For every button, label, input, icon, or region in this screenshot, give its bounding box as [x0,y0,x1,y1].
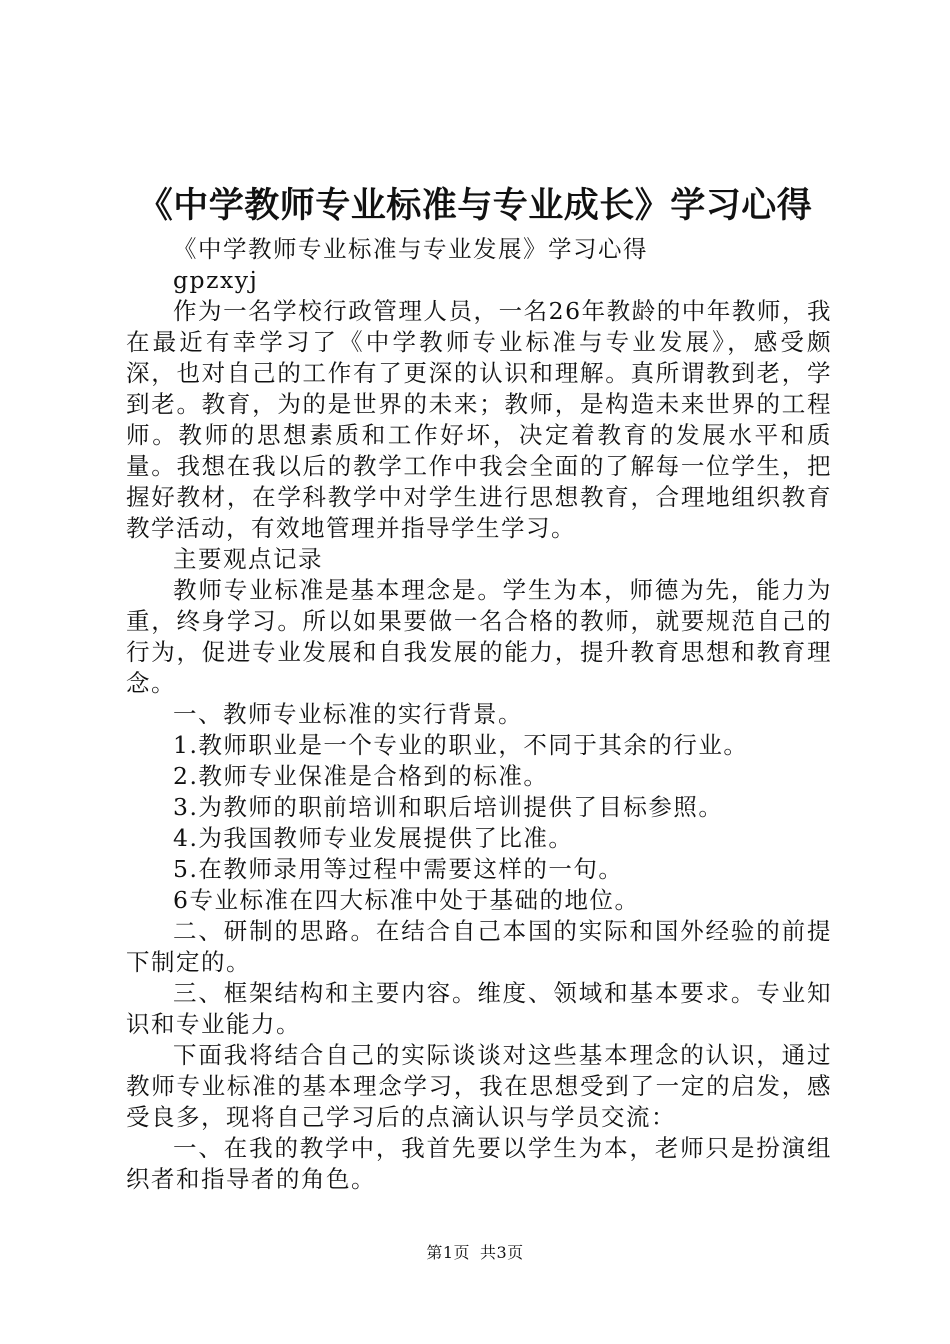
list-item-paragraph: 3.为教师的职前培训和职后培训提供了目标参照。 [173,793,724,821]
document-title: 《中学教师专业标准与专业成长》学习心得 [137,185,813,226]
body-paragraph: 二、研制的思路。在结合自己本国的实际和国外经验的前提下制定的。 [126,917,832,976]
section-heading-paragraph: 一、教师专业标准的实行背景。 [173,700,523,728]
body-paragraph: 教师专业标准是基本理念是。学生为本，师德为先，能力为重，终身学习。所以如果要做一名合格的教师，就要规范自己的行为，促进专业发展和自我发展的能力，提升教育思想和教育理念。 [126,576,832,697]
list-item-paragraph: 2.教师专业保准是合格到的标准。 [173,762,549,790]
author-paragraph: gpzxyj [173,266,259,294]
page-total: 共3页 [480,1243,524,1262]
section-heading-paragraph: 主要观点记录 [173,545,323,573]
page-number: 第1页 [426,1243,470,1262]
document-body [126,234,832,1195]
body-paragraph: 一、在我的教学中，我首先要以学生为本，老师只是扮演组织者和指导者的角色。 [126,1134,832,1193]
body-paragraph: 三、框架结构和主要内容。维度、领域和基本要求。专业知识和专业能力。 [126,979,832,1038]
list-item-paragraph: 6专业标准在四大标准中处于基础的地位。 [173,886,640,914]
list-item-paragraph: 5.在教师录用等过程中需要这样的一句。 [173,855,624,883]
subtitle-paragraph: 《中学教师专业标准与专业发展》学习心得 [173,235,648,263]
page-footer [0,1241,950,1265]
list-item-paragraph: 4.为我国教师专业发展提供了比准。 [173,824,574,852]
intro-paragraph: 作为一名学校行政管理人员，一名26年教龄的中年教师，我在最近有幸学习了《中学教师专业标准与专业发展》，感受颇深，也对自己的工作有了更深的认识和理解。真所谓教到老，学到老。教育，为的是世界的未来；教师，是构造未来世界的工程师。教师的思想素质和工作好坏，决定着教育的发展水平和质量。我想在我以后的教学工作中我会全面的了解每一位学生，把握好教材，在学科教学中对学生进行思想教育，合理地组织教育教学活动，有效地管理并指导学生学习。 [126,297,832,542]
body-paragraph: 下面我将结合自己的实际谈谈对这些基本理念的认识，通过教师专业标准的基本理念学习，我在思想受到了一定的启发，感受良多，现将自己学习后的点滴认识与学员交流： [126,1041,832,1131]
list-item-paragraph: 1.教师职业是一个专业的职业，不同于其余的行业。 [173,731,749,759]
